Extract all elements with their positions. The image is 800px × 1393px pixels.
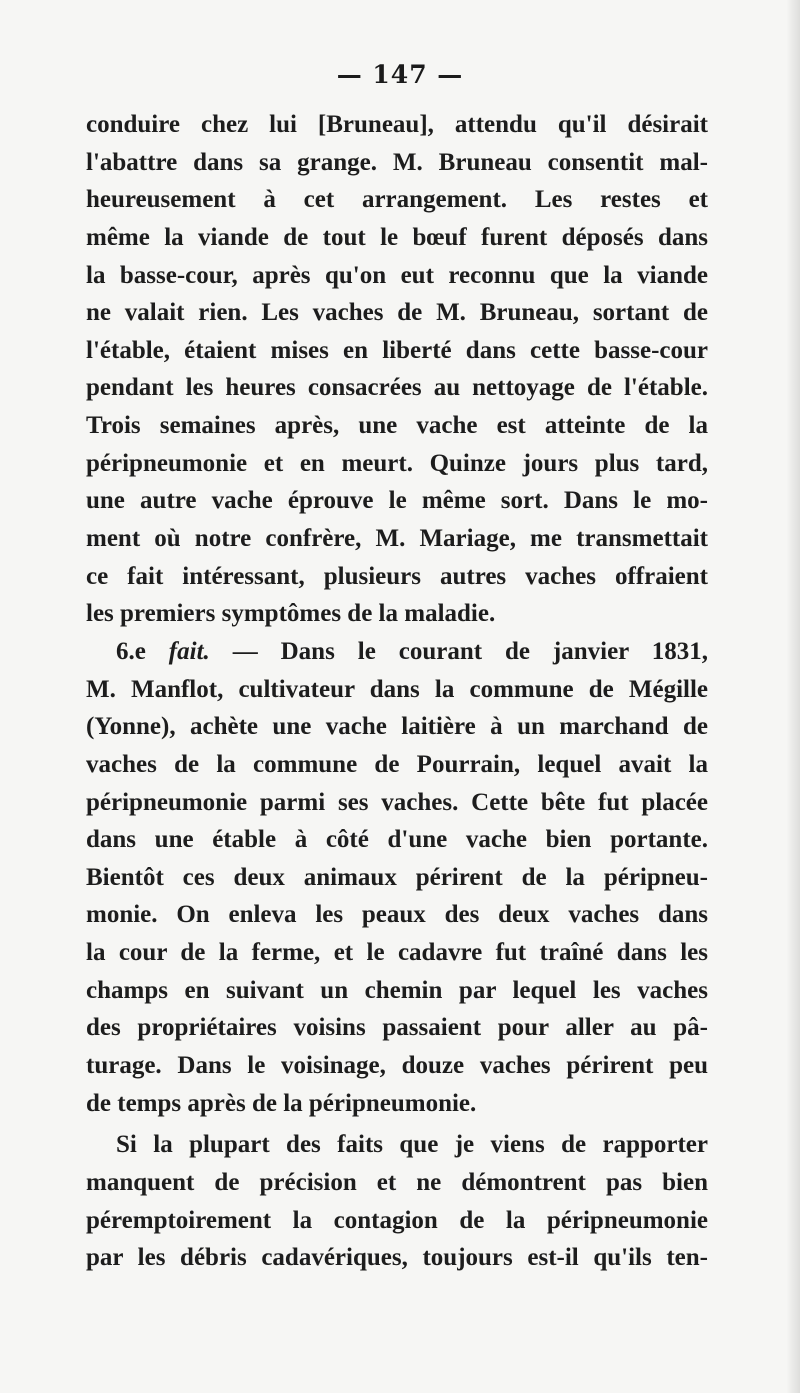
text-line: Si la plupart des faits que je viens de rapporter: [116, 1131, 708, 1159]
text-line: des propriétaires voisins passaient pour aller au pâ-: [86, 1014, 708, 1042]
text-line: la basse-cour, après qu'on eut reconnu que la viande: [86, 261, 708, 289]
text-line: péremptoirement la contagion de la péripneumonie: [86, 1206, 708, 1234]
text-line: turage. Dans le voisinage, douze vaches périrent peu: [86, 1052, 708, 1080]
text-line: même la viande de tout le bœuf furent déposés dans: [86, 223, 708, 251]
body-text: [86, 106, 708, 1277]
text-line: (Yonne), achète une vache laitière à un marchand de: [86, 713, 708, 741]
text-line: par les débris cadavériques, toujours est-il qu'ils ten-: [86, 1244, 708, 1272]
text-line: monie. On enleva les peaux des deux vaches dans: [86, 901, 708, 929]
text-line: de temps après de la péripneumonie.: [86, 1089, 477, 1117]
text-line: manquent de précision et ne démontrent pas bien: [86, 1168, 708, 1196]
text-line: pendant les heures consacrées au nettoyage de l'étable.: [86, 374, 708, 402]
text-line: l'abattre dans sa grange. M. Bruneau consentit mal-: [86, 148, 708, 176]
page-number: — 147 —: [336, 60, 464, 89]
section-label: fait.: [168, 637, 210, 665]
text-line: — Dans le courant de janvier 1831,: [232, 637, 709, 665]
text-line: dans une étable à côté d'une vache bien portante.: [86, 826, 708, 854]
text-line: la cour de la ferme, et le cadavre fut traîné dans les: [86, 939, 708, 967]
section-heading-line: [86, 633, 708, 671]
text-line: ne valait rien. Les vaches de M. Bruneau, sortant de: [86, 299, 708, 327]
page-edge-shadow: [786, 0, 800, 1393]
text-line: péripneumonie parmi ses vaches. Cette bête fut placée: [86, 788, 708, 816]
text-line: M. Manflot, cultivateur dans la commune de Mégille: [86, 675, 708, 703]
text-line: champs en suivant un chemin par lequel les vaches: [86, 976, 708, 1004]
text-line: l'étable, étaient mises en liberté dans cette basse-cour: [86, 336, 708, 364]
text-line: vaches de la commune de Pourrain, lequel avait la: [86, 750, 708, 778]
text-line: une autre vache éprouve le même sort. Dans le mo-: [86, 487, 708, 515]
text-line: ce fait intéressant, plusieurs autres vaches offraient: [86, 562, 708, 590]
text-line: les premiers symptômes de la maladie.: [86, 600, 496, 628]
text-line: heureusement à cet arrangement. Les restes et: [86, 186, 708, 214]
section-number: 6.e: [116, 637, 146, 665]
text-line: Trois semaines après, une vache est atteinte de la: [86, 412, 708, 440]
text-line: Bientôt ces deux animaux périrent de la péripneu-: [86, 863, 708, 891]
text-line: ment où notre confrère, M. Mariage, me transmettait: [86, 525, 708, 553]
text-line: conduire chez lui [Bruneau], attendu qu'il désirait: [86, 111, 708, 138]
text-line: péripneumonie et en meurt. Quinze jours plus tard,: [86, 449, 708, 477]
